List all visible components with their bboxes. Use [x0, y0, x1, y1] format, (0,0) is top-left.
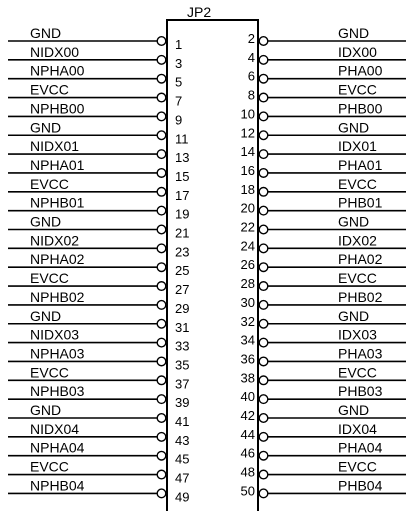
pin-bubble-icon — [259, 225, 268, 234]
right-pin-22 — [241, 214, 406, 235]
net-label: NPHA02 — [30, 251, 85, 268]
pin-number: 20 — [240, 200, 255, 216]
pin-number: 21 — [175, 225, 190, 241]
pin-bubble-icon — [259, 282, 268, 291]
pin-number: 6 — [247, 68, 255, 84]
pin-number: 34 — [240, 332, 255, 348]
pin-number: 15 — [175, 168, 190, 184]
pin-bubble-icon — [259, 206, 268, 215]
pin-number: 23 — [175, 244, 190, 260]
net-label: NPHB03 — [30, 383, 85, 400]
pin-number: 41 — [175, 414, 190, 429]
pin-number: 50 — [240, 483, 255, 499]
net-label: PHA03 — [338, 345, 383, 362]
net-label: GND — [30, 307, 62, 324]
pin-bubble-icon — [157, 451, 166, 460]
net-label: GND — [30, 119, 62, 136]
net-label: GND — [30, 25, 62, 41]
pin-number: 29 — [175, 300, 190, 316]
pin-bubble-icon — [157, 301, 166, 310]
net-label: NPHB04 — [30, 477, 85, 494]
net-label: NPHA03 — [30, 345, 85, 362]
pin-bubble-icon — [259, 244, 268, 253]
right-pin-36 — [241, 345, 406, 366]
pin-number: 40 — [240, 389, 255, 405]
pin-bubble-icon — [157, 319, 166, 328]
pin-bubble-icon — [259, 131, 268, 140]
pin-bubble-icon — [157, 56, 166, 65]
right-pin-group — [241, 25, 406, 498]
net-label: EVCC — [338, 270, 377, 287]
right-pin-26 — [241, 251, 406, 272]
pin-number: 8 — [247, 87, 255, 103]
net-label: NPHA04 — [30, 439, 85, 456]
net-label: NIDX03 — [30, 326, 80, 343]
pin-bubble-icon — [259, 188, 268, 197]
pin-number: 24 — [240, 238, 255, 254]
pin-bubble-icon — [259, 93, 268, 102]
right-pin-42 — [241, 402, 406, 423]
net-label: NPHB01 — [30, 194, 85, 211]
right-pin-38 — [241, 364, 406, 385]
pin-bubble-icon — [259, 376, 268, 385]
pin-number: 37 — [175, 376, 190, 392]
pin-bubble-icon — [157, 74, 166, 83]
connector-ref-label: JP2 — [187, 4, 212, 20]
pin-bubble-icon — [259, 263, 268, 272]
pin-bubble-icon — [259, 56, 268, 65]
pin-number: 27 — [175, 282, 190, 298]
pin-bubble-icon — [259, 451, 268, 460]
right-pin-2 — [248, 25, 406, 46]
net-label: EVCC — [30, 175, 69, 192]
right-pin-10 — [241, 100, 406, 121]
pin-bubble-icon — [259, 470, 268, 479]
pin-bubble-icon — [157, 225, 166, 234]
pin-bubble-icon — [157, 414, 166, 423]
net-label: PHB01 — [338, 194, 383, 211]
net-label: NIDX00 — [30, 43, 80, 60]
pin-bubble-icon — [157, 131, 166, 140]
pin-bubble-icon — [157, 112, 166, 121]
pin-number: 14 — [240, 144, 255, 160]
pin-bubble-icon — [157, 395, 166, 404]
net-label: IDX04 — [338, 420, 377, 437]
net-label: IDX02 — [338, 232, 377, 249]
right-pin-44 — [241, 421, 406, 442]
left-pin-49 — [8, 477, 189, 504]
pin-number: 9 — [175, 112, 183, 128]
pin-number: 43 — [175, 432, 190, 448]
right-pin-46 — [241, 440, 406, 461]
pin-bubble-icon — [157, 93, 166, 102]
right-pin-28 — [241, 270, 406, 291]
pin-number: 22 — [240, 219, 255, 235]
pin-number: 30 — [240, 294, 255, 310]
pin-number: 46 — [240, 445, 255, 461]
left-pin-group — [8, 25, 189, 504]
net-label: NIDX01 — [30, 138, 80, 155]
pin-bubble-icon — [157, 244, 166, 253]
net-label: PHA00 — [338, 62, 383, 79]
pin-number: 35 — [175, 357, 190, 373]
pin-number: 19 — [175, 206, 190, 222]
pin-number: 44 — [240, 426, 255, 442]
pin-bubble-icon — [157, 470, 166, 479]
pin-bubble-icon — [157, 188, 166, 197]
pin-bubble-icon — [157, 357, 166, 366]
pin-bubble-icon — [157, 37, 166, 46]
right-pin-20 — [241, 195, 406, 216]
net-label: EVCC — [338, 458, 377, 475]
pin-bubble-icon — [157, 282, 166, 291]
pin-number: 16 — [240, 162, 255, 178]
pin-number: 1 — [175, 37, 183, 52]
pin-number: 18 — [240, 181, 255, 197]
net-label: NIDX02 — [30, 232, 80, 249]
net-label: EVCC — [30, 81, 69, 98]
pin-number: 17 — [175, 187, 190, 203]
pin-number: 2 — [247, 31, 255, 46]
net-label: PHB03 — [338, 383, 383, 400]
pin-number: 3 — [175, 55, 183, 71]
pin-bubble-icon — [157, 489, 166, 498]
pin-number: 10 — [240, 106, 255, 122]
pin-bubble-icon — [157, 263, 166, 272]
pin-number: 5 — [175, 74, 183, 90]
net-label: IDX00 — [338, 43, 377, 60]
right-pin-8 — [248, 82, 406, 103]
pin-bubble-icon — [259, 169, 268, 178]
pin-number: 45 — [175, 451, 190, 467]
pin-number: 47 — [175, 470, 190, 486]
net-label: GND — [30, 213, 62, 230]
pin-number: 49 — [175, 489, 190, 505]
net-label: NPHA01 — [30, 156, 85, 173]
right-pin-14 — [241, 138, 406, 159]
pin-bubble-icon — [157, 433, 166, 442]
right-pin-16 — [241, 157, 406, 178]
pin-number: 28 — [240, 276, 255, 292]
right-pin-4 — [248, 44, 406, 65]
pin-bubble-icon — [157, 338, 166, 347]
pin-bubble-icon — [259, 395, 268, 404]
net-label: PHA01 — [338, 156, 383, 173]
pin-bubble-icon — [259, 338, 268, 347]
right-pin-32 — [241, 308, 406, 329]
pin-number: 33 — [175, 338, 190, 354]
pin-number: 38 — [240, 370, 255, 386]
net-label: EVCC — [338, 364, 377, 381]
pin-bubble-icon — [157, 169, 166, 178]
pin-number: 25 — [175, 263, 190, 279]
pin-bubble-icon — [259, 414, 268, 423]
right-pin-50 — [241, 477, 406, 498]
net-label: GND — [338, 119, 370, 136]
net-label: PHB00 — [338, 100, 383, 117]
net-label: NPHB02 — [30, 288, 85, 305]
right-pin-6 — [248, 63, 406, 84]
net-label: GND — [338, 25, 370, 41]
pin-number: 32 — [240, 313, 255, 329]
net-label: PHB04 — [338, 477, 383, 494]
pin-number: 13 — [175, 150, 190, 166]
pin-bubble-icon — [259, 37, 268, 46]
net-label: PHA04 — [338, 439, 383, 456]
right-pin-12 — [241, 119, 406, 140]
pin-bubble-icon — [259, 74, 268, 83]
pin-bubble-icon — [259, 433, 268, 442]
pin-number: 36 — [240, 351, 255, 367]
net-label: PHB02 — [338, 288, 383, 305]
pin-number: 11 — [175, 131, 189, 147]
net-label: GND — [30, 402, 62, 418]
right-pin-30 — [241, 289, 406, 310]
net-label: NIDX04 — [30, 420, 80, 437]
pin-bubble-icon — [259, 489, 268, 498]
right-pin-34 — [241, 327, 406, 348]
pin-bubble-icon — [157, 376, 166, 385]
pin-number: 31 — [175, 319, 190, 335]
pin-number: 39 — [175, 395, 190, 411]
pin-number: 4 — [247, 49, 255, 65]
net-label: GND — [338, 213, 370, 230]
net-label: GND — [338, 402, 370, 418]
pin-number: 48 — [240, 464, 255, 480]
net-label: IDX03 — [338, 326, 377, 343]
net-label: IDX01 — [338, 138, 377, 155]
pin-bubble-icon — [259, 112, 268, 121]
net-label: EVCC — [30, 458, 69, 475]
pin-bubble-icon — [157, 150, 166, 159]
pin-number: 7 — [175, 93, 183, 109]
pin-bubble-icon — [259, 357, 268, 366]
net-label: EVCC — [30, 364, 69, 381]
net-label: EVCC — [30, 270, 69, 287]
net-label: NPHA00 — [30, 62, 85, 79]
net-label: EVCC — [338, 81, 377, 98]
right-pin-48 — [241, 459, 406, 480]
net-label: NPHB00 — [30, 100, 85, 117]
pin-number: 12 — [240, 125, 255, 141]
pin-number: 42 — [240, 408, 255, 423]
net-label: GND — [338, 307, 370, 324]
pin-bubble-icon — [259, 301, 268, 310]
net-label: PHA02 — [338, 251, 383, 268]
pin-bubble-icon — [157, 206, 166, 215]
pin-number: 26 — [240, 257, 255, 273]
pin-bubble-icon — [259, 319, 268, 328]
right-pin-18 — [241, 176, 406, 197]
right-pin-40 — [241, 383, 406, 404]
net-label: EVCC — [338, 175, 377, 192]
right-pin-24 — [241, 232, 406, 253]
pin-bubble-icon — [259, 150, 268, 159]
